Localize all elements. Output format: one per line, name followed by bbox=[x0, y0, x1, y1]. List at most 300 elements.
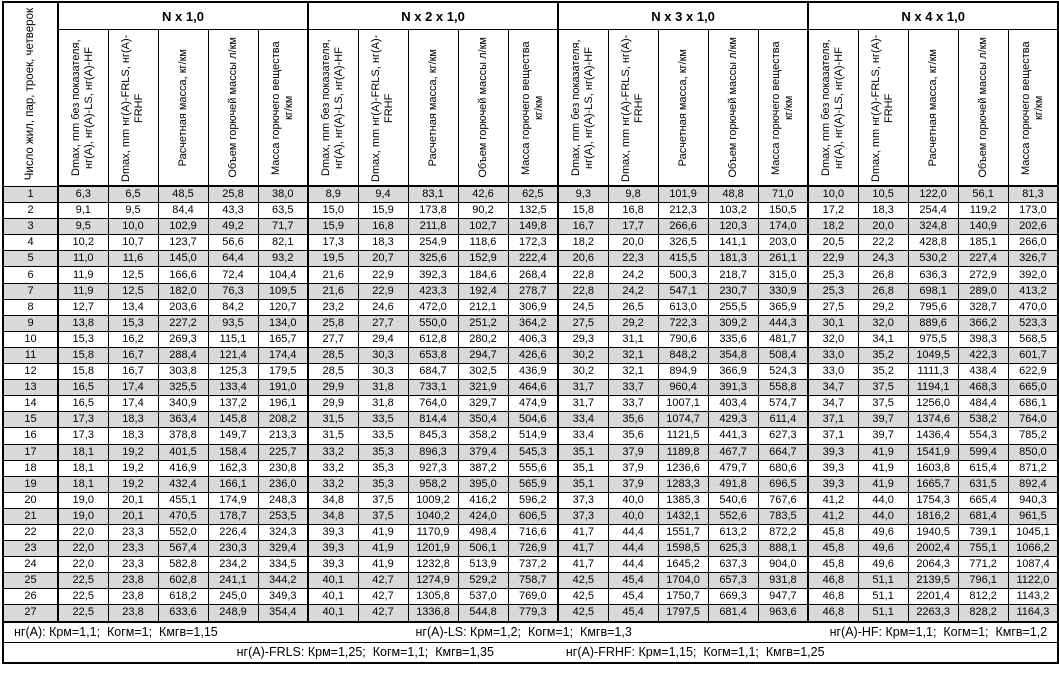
row-number: 22 bbox=[3, 524, 58, 540]
cell: 680,6 bbox=[758, 460, 808, 476]
cell: 1122,0 bbox=[1008, 573, 1058, 589]
row-count-header bbox=[3, 2, 58, 186]
cell: 470,0 bbox=[1008, 299, 1058, 315]
cell: 429,3 bbox=[708, 412, 758, 428]
cell: 29,4 bbox=[358, 331, 408, 347]
cell: 42,7 bbox=[358, 605, 408, 622]
cell: 41,9 bbox=[858, 476, 908, 492]
cell: 23,8 bbox=[108, 605, 158, 622]
cell: 9,5 bbox=[58, 219, 108, 235]
cell: 790,6 bbox=[658, 331, 708, 347]
cell: 306,9 bbox=[508, 299, 558, 315]
cell: 41,7 bbox=[558, 557, 608, 573]
cell: 2139,5 bbox=[908, 573, 958, 589]
cell: 606,5 bbox=[508, 508, 558, 524]
cell: 468,3 bbox=[958, 380, 1008, 396]
cell: 41,7 bbox=[558, 541, 608, 557]
cell: 1551,7 bbox=[658, 524, 708, 540]
cell: 755,1 bbox=[958, 541, 1008, 557]
cell: 329,4 bbox=[258, 541, 308, 557]
col-header-calc-mass bbox=[158, 30, 208, 187]
cell: 49,6 bbox=[858, 524, 908, 540]
cell: 636,3 bbox=[908, 267, 958, 283]
cell: 56,1 bbox=[958, 186, 1008, 203]
cell: 40,0 bbox=[608, 492, 658, 508]
cell: 18,1 bbox=[58, 476, 108, 492]
cell: 22,5 bbox=[58, 605, 108, 622]
row-number: 3 bbox=[3, 219, 58, 235]
cell: 202,6 bbox=[1008, 219, 1058, 235]
row-number: 24 bbox=[3, 557, 58, 573]
cell: 41,2 bbox=[808, 492, 858, 508]
table-row bbox=[3, 267, 1058, 283]
cell: 174,9 bbox=[208, 492, 258, 508]
cell: 555,6 bbox=[508, 460, 558, 476]
cell: 35,3 bbox=[358, 444, 408, 460]
cell: 212,1 bbox=[458, 299, 508, 315]
col-header-dmax-fr-label: Dmax, mm нг(А)-FRLS, нг(А)-FRHF bbox=[370, 33, 396, 182]
table-row bbox=[3, 219, 1058, 235]
cell: 779,3 bbox=[508, 605, 558, 622]
cell: 416,9 bbox=[158, 460, 208, 476]
table-row bbox=[3, 186, 1058, 203]
cell: 33,5 bbox=[358, 428, 408, 444]
cell: 226,4 bbox=[208, 524, 258, 540]
cell: 31,7 bbox=[558, 396, 608, 412]
cell: 72,4 bbox=[208, 267, 258, 283]
cell: 1009,2 bbox=[408, 492, 458, 508]
cell: 513,9 bbox=[458, 557, 508, 573]
cell: 1194,1 bbox=[908, 380, 958, 396]
cell: 32,0 bbox=[808, 331, 858, 347]
cell: 6,5 bbox=[108, 186, 158, 203]
cell: 6,3 bbox=[58, 186, 108, 203]
cell: 82,1 bbox=[258, 235, 308, 251]
cell: 612,8 bbox=[408, 331, 458, 347]
group-header-nx2: N x 2 x 1,0 bbox=[308, 2, 558, 30]
col-header-calc-mass bbox=[408, 30, 458, 187]
cell: 122,0 bbox=[908, 186, 958, 203]
cell: 16,7 bbox=[108, 347, 158, 363]
cell: 19,2 bbox=[108, 460, 158, 476]
cell: 203,0 bbox=[758, 235, 808, 251]
cell: 330,9 bbox=[758, 283, 808, 299]
cell: 30,2 bbox=[558, 364, 608, 380]
cell: 31,5 bbox=[308, 412, 358, 428]
table-row bbox=[3, 460, 1058, 476]
cell: 208,2 bbox=[258, 412, 308, 428]
cell: 479,7 bbox=[708, 460, 758, 476]
cell: 33,2 bbox=[308, 476, 358, 492]
cell: 354,8 bbox=[708, 347, 758, 363]
cell: 9,5 bbox=[108, 203, 158, 219]
cell: 340,9 bbox=[158, 396, 208, 412]
cell: 622,9 bbox=[1008, 364, 1058, 380]
cell: 19,0 bbox=[58, 508, 108, 524]
cell: 769,0 bbox=[508, 589, 558, 605]
col-header-calc-mass-label: Расчетная масса, кг/км bbox=[926, 48, 939, 167]
cell: 45,4 bbox=[608, 605, 658, 622]
cell: 18,3 bbox=[858, 203, 908, 219]
cell: 289,0 bbox=[958, 283, 1008, 299]
cell: 540,6 bbox=[708, 492, 758, 508]
cell: 13,4 bbox=[108, 299, 158, 315]
cell: 19,0 bbox=[58, 492, 108, 508]
cell: 423,3 bbox=[408, 283, 458, 299]
cell: 611,4 bbox=[758, 412, 808, 428]
col-header-fuel-mass-label: Масса горючего вещества кг/км bbox=[269, 40, 295, 175]
cell: 24,2 bbox=[608, 283, 658, 299]
cell: 15,9 bbox=[358, 203, 408, 219]
cell: 2002,4 bbox=[908, 541, 958, 557]
cell: 422,3 bbox=[958, 347, 1008, 363]
cell: 796,1 bbox=[958, 573, 1008, 589]
cell: 35,1 bbox=[558, 444, 608, 460]
cell: 185,1 bbox=[958, 235, 1008, 251]
cell: 334,5 bbox=[258, 557, 308, 573]
col-header-fuel-volume-label: Объем горючей массы л/км bbox=[726, 37, 739, 178]
cell: 24,3 bbox=[858, 251, 908, 267]
cell: 524,3 bbox=[758, 364, 808, 380]
cell: 34,1 bbox=[858, 331, 908, 347]
cell: 227,2 bbox=[158, 315, 208, 331]
cell: 45,4 bbox=[608, 573, 658, 589]
row-number: 21 bbox=[3, 508, 58, 524]
cell: 56,6 bbox=[208, 235, 258, 251]
row-number: 4 bbox=[3, 235, 58, 251]
table-row bbox=[3, 492, 1058, 508]
cell: 41,9 bbox=[358, 524, 408, 540]
cell: 41,2 bbox=[808, 508, 858, 524]
cell: 16,5 bbox=[58, 380, 108, 396]
cell: 28,5 bbox=[308, 364, 358, 380]
cell: 212,3 bbox=[658, 203, 708, 219]
cell: 16,2 bbox=[108, 331, 158, 347]
cell: 1816,2 bbox=[908, 508, 958, 524]
cell: 44,0 bbox=[858, 492, 908, 508]
cell: 1940,5 bbox=[908, 524, 958, 540]
cell: 192,4 bbox=[458, 283, 508, 299]
cell: 269,3 bbox=[158, 331, 208, 347]
cell: 1541,9 bbox=[908, 444, 958, 460]
table-row bbox=[3, 203, 1058, 219]
cell: 426,6 bbox=[508, 347, 558, 363]
cell: 133,4 bbox=[208, 380, 258, 396]
row-number: 27 bbox=[3, 605, 58, 622]
cable-spec-table bbox=[2, 1, 1059, 664]
cell: 51,1 bbox=[858, 589, 908, 605]
cell: 16,7 bbox=[558, 219, 608, 235]
cell: 22,0 bbox=[58, 541, 108, 557]
cell: 33,0 bbox=[808, 364, 858, 380]
cell: 16,5 bbox=[58, 396, 108, 412]
row-number: 7 bbox=[3, 283, 58, 299]
cell: 16,8 bbox=[608, 203, 658, 219]
cell: 894,9 bbox=[658, 364, 708, 380]
cell: 15,0 bbox=[308, 203, 358, 219]
cell: 814,4 bbox=[408, 412, 458, 428]
row-number: 19 bbox=[3, 476, 58, 492]
cell: 472,0 bbox=[408, 299, 458, 315]
cell: 1049,5 bbox=[908, 347, 958, 363]
cell: 225,7 bbox=[258, 444, 308, 460]
row-number: 20 bbox=[3, 492, 58, 508]
cell: 118,6 bbox=[458, 235, 508, 251]
cell: 1189,8 bbox=[658, 444, 708, 460]
cell: 40,1 bbox=[308, 589, 358, 605]
cell: 149,8 bbox=[508, 219, 558, 235]
cell: 230,8 bbox=[258, 460, 308, 476]
cell: 203,6 bbox=[158, 299, 208, 315]
cell: 40,0 bbox=[608, 508, 658, 524]
cell: 530,2 bbox=[908, 251, 958, 267]
group-title-row bbox=[3, 2, 1058, 30]
cell: 552,0 bbox=[158, 524, 208, 540]
table-row bbox=[3, 380, 1058, 396]
cell: 681,4 bbox=[708, 605, 758, 622]
cell: 599,4 bbox=[958, 444, 1008, 460]
cell: 20,7 bbox=[358, 251, 408, 267]
cell: 266,0 bbox=[1008, 235, 1058, 251]
cell: 19,5 bbox=[308, 251, 358, 267]
cell: 961,5 bbox=[1008, 508, 1058, 524]
cell: 120,7 bbox=[258, 299, 308, 315]
cell: 27,7 bbox=[358, 315, 408, 331]
cell: 34,7 bbox=[808, 396, 858, 412]
table-body bbox=[3, 186, 1058, 622]
cell: 625,3 bbox=[708, 541, 758, 557]
cell: 103,2 bbox=[708, 203, 758, 219]
cell: 739,1 bbox=[958, 524, 1008, 540]
footnote-ngA-LS: нг(А)-LS: Крм=1,2; Когм=1; Кмгв=1,3 bbox=[415, 625, 632, 640]
cell: 125,3 bbox=[208, 364, 258, 380]
cell: 552,6 bbox=[708, 508, 758, 524]
cell: 196,1 bbox=[258, 396, 308, 412]
cell: 158,4 bbox=[208, 444, 258, 460]
table-row bbox=[3, 283, 1058, 299]
cell: 213,3 bbox=[258, 428, 308, 444]
cell: 76,3 bbox=[208, 283, 258, 299]
col-header-fuel-volume bbox=[208, 30, 258, 187]
col-header-dmax-base-label: Dmax, mm без показателя, нг(А), нг(А)-LS, нг(А)-HF bbox=[70, 39, 96, 176]
cell: 413,2 bbox=[1008, 283, 1058, 299]
cell: 37,5 bbox=[858, 380, 908, 396]
cell: 1066,2 bbox=[1008, 541, 1058, 557]
cell: 44,0 bbox=[858, 508, 908, 524]
col-header-fuel-mass-label: Масса горючего вещества кг/км bbox=[1019, 40, 1045, 175]
cell: 335,6 bbox=[708, 331, 758, 347]
cell: 45,4 bbox=[608, 589, 658, 605]
cell: 123,7 bbox=[158, 235, 208, 251]
cell: 51,1 bbox=[858, 605, 908, 622]
cell: 2064,3 bbox=[908, 557, 958, 573]
cell: 506,1 bbox=[458, 541, 508, 557]
cell: 20,0 bbox=[858, 219, 908, 235]
col-header-dmax-fr bbox=[608, 30, 658, 187]
cell: 37,5 bbox=[858, 396, 908, 412]
cell: 173,8 bbox=[408, 203, 458, 219]
group-header-nx1: N x 1,0 bbox=[58, 2, 308, 30]
cell: 11,9 bbox=[58, 267, 108, 283]
row-number: 11 bbox=[3, 347, 58, 363]
cell: 872,2 bbox=[758, 524, 808, 540]
cell: 613,0 bbox=[658, 299, 708, 315]
cell: 294,7 bbox=[458, 347, 508, 363]
cell: 508,4 bbox=[758, 347, 808, 363]
cell: 30,3 bbox=[358, 364, 408, 380]
cell: 174,4 bbox=[258, 347, 308, 363]
cell: 280,2 bbox=[458, 331, 508, 347]
cell: 1232,8 bbox=[408, 557, 458, 573]
cell: 29,9 bbox=[308, 396, 358, 412]
cell: 436,9 bbox=[508, 364, 558, 380]
cell: 17,3 bbox=[308, 235, 358, 251]
cell: 329,7 bbox=[458, 396, 508, 412]
cell: 35,6 bbox=[608, 428, 658, 444]
cell: 550,0 bbox=[408, 315, 458, 331]
cell: 236,0 bbox=[258, 476, 308, 492]
cell: 22,9 bbox=[808, 251, 858, 267]
cell: 71,7 bbox=[258, 219, 308, 235]
table-row bbox=[3, 299, 1058, 315]
cell: 716,6 bbox=[508, 524, 558, 540]
cell: 764,0 bbox=[408, 396, 458, 412]
cell: 42,5 bbox=[558, 605, 608, 622]
cell: 44,4 bbox=[608, 557, 658, 573]
cell: 32,0 bbox=[858, 315, 908, 331]
cell: 326,5 bbox=[658, 235, 708, 251]
cell: 23,3 bbox=[108, 557, 158, 573]
cell: 27,7 bbox=[308, 331, 358, 347]
cell: 424,0 bbox=[458, 508, 508, 524]
row-number: 17 bbox=[3, 444, 58, 460]
cell: 481,7 bbox=[758, 331, 808, 347]
cell: 1797,5 bbox=[658, 605, 708, 622]
cell: 474,9 bbox=[508, 396, 558, 412]
row-number: 14 bbox=[3, 396, 58, 412]
cell: 140,9 bbox=[958, 219, 1008, 235]
cell: 889,6 bbox=[908, 315, 958, 331]
cell: 230,3 bbox=[208, 541, 258, 557]
cell: 10,2 bbox=[58, 235, 108, 251]
row-number: 26 bbox=[3, 589, 58, 605]
cell: 9,8 bbox=[608, 186, 658, 203]
cell: 121,4 bbox=[208, 347, 258, 363]
cell: 871,2 bbox=[1008, 460, 1058, 476]
cell: 387,2 bbox=[458, 460, 508, 476]
cell: 657,3 bbox=[708, 573, 758, 589]
row-number: 9 bbox=[3, 315, 58, 331]
cell: 37,5 bbox=[358, 508, 408, 524]
cell: 303,8 bbox=[158, 364, 208, 380]
cell: 958,2 bbox=[408, 476, 458, 492]
cell: 22,9 bbox=[358, 283, 408, 299]
cell: 41,9 bbox=[858, 460, 908, 476]
cell: 18,3 bbox=[358, 235, 408, 251]
cell: 248,9 bbox=[208, 605, 258, 622]
cell: 12,5 bbox=[108, 283, 158, 299]
cell: 211,8 bbox=[408, 219, 458, 235]
cell: 278,7 bbox=[508, 283, 558, 299]
col-header-fuel-volume-label: Объем горючей массы л/км bbox=[226, 37, 239, 178]
cell: 84,4 bbox=[158, 203, 208, 219]
cell: 35,3 bbox=[358, 460, 408, 476]
cell: 46,8 bbox=[808, 605, 858, 622]
cell: 272,9 bbox=[958, 267, 1008, 283]
cell: 1598,5 bbox=[658, 541, 708, 557]
cell: 132,5 bbox=[508, 203, 558, 219]
cell: 18,2 bbox=[808, 219, 858, 235]
row-number: 18 bbox=[3, 460, 58, 476]
table-header bbox=[3, 2, 1058, 186]
cell: 1170,9 bbox=[408, 524, 458, 540]
cell: 20,6 bbox=[558, 251, 608, 267]
cell: 22,0 bbox=[58, 524, 108, 540]
cell: 39,3 bbox=[808, 460, 858, 476]
cell: 1201,9 bbox=[408, 541, 458, 557]
cell: 904,0 bbox=[758, 557, 808, 573]
col-header-dmax-fr bbox=[108, 30, 158, 187]
cell: 33,7 bbox=[608, 380, 658, 396]
cell: 17,4 bbox=[108, 396, 158, 412]
cell: 733,1 bbox=[408, 380, 458, 396]
cell: 173,0 bbox=[1008, 203, 1058, 219]
cell: 665,4 bbox=[958, 492, 1008, 508]
cell: 30,2 bbox=[558, 347, 608, 363]
cell: 664,7 bbox=[758, 444, 808, 460]
cell: 22,0 bbox=[58, 557, 108, 573]
cell: 81,3 bbox=[1008, 186, 1058, 203]
table-row bbox=[3, 557, 1058, 573]
cell: 34,8 bbox=[308, 508, 358, 524]
table-row bbox=[3, 428, 1058, 444]
cell: 16,7 bbox=[108, 364, 158, 380]
cell: 44,4 bbox=[608, 541, 658, 557]
col-header-calc-mass bbox=[658, 30, 708, 187]
cell: 9,3 bbox=[558, 186, 608, 203]
cell: 10,0 bbox=[808, 186, 858, 203]
cell: 845,3 bbox=[408, 428, 458, 444]
cell: 17,7 bbox=[608, 219, 658, 235]
cell: 523,3 bbox=[1008, 315, 1058, 331]
cell: 1143,2 bbox=[1008, 589, 1058, 605]
cell: 23,3 bbox=[108, 524, 158, 540]
cell: 1750,7 bbox=[658, 589, 708, 605]
cell: 470,5 bbox=[158, 508, 208, 524]
cell: 134,0 bbox=[258, 315, 308, 331]
cell: 349,3 bbox=[258, 589, 308, 605]
cell: 19,2 bbox=[108, 444, 158, 460]
cell: 18,3 bbox=[108, 428, 158, 444]
cell: 90,2 bbox=[458, 203, 508, 219]
cell: 582,8 bbox=[158, 557, 208, 573]
cell: 850,0 bbox=[1008, 444, 1058, 460]
cell: 10,5 bbox=[858, 186, 908, 203]
cell: 325,6 bbox=[408, 251, 458, 267]
cell: 783,5 bbox=[758, 508, 808, 524]
cell: 17,4 bbox=[108, 380, 158, 396]
cell: 64,4 bbox=[208, 251, 258, 267]
row-number: 23 bbox=[3, 541, 58, 557]
cell: 1121,5 bbox=[658, 428, 708, 444]
table-row bbox=[3, 524, 1058, 540]
row-number: 13 bbox=[3, 380, 58, 396]
cell: 39,3 bbox=[808, 476, 858, 492]
cell: 37,9 bbox=[608, 444, 658, 460]
table-row bbox=[3, 235, 1058, 251]
cell: 42,7 bbox=[358, 573, 408, 589]
cell: 109,5 bbox=[258, 283, 308, 299]
